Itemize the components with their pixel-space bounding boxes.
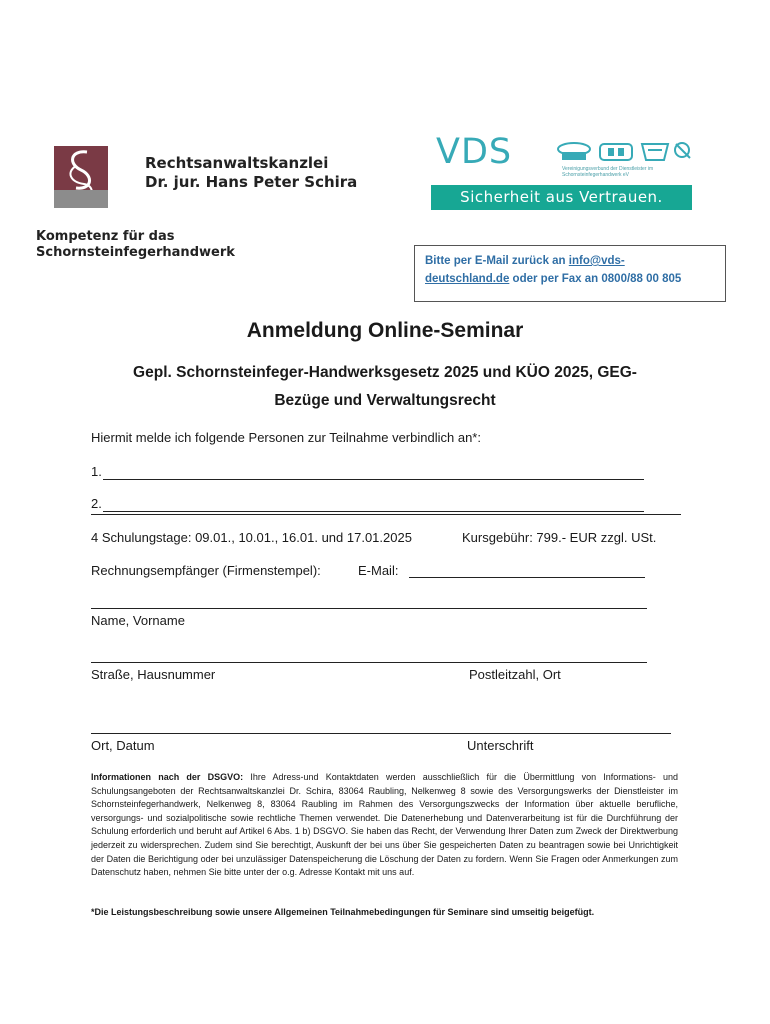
place-date-label: Ort, Datum <box>91 738 155 753</box>
email-field[interactable] <box>409 577 645 578</box>
separator-line <box>91 514 681 515</box>
address-field[interactable] <box>91 662 647 663</box>
email-link[interactable]: info@vds- deutschland.de <box>425 255 625 285</box>
footnote: *Die Leistungsbeschreibung sowie unsere Allgemeinen Teilnahmebedingungen für Seminare sind umseitig beigefügt. <box>91 907 595 917</box>
competence-line1: Kompetenz für das <box>36 229 175 244</box>
name-label: Name, Vorname <box>91 613 185 628</box>
privacy-notice <box>91 771 678 880</box>
person-1-field[interactable] <box>103 479 644 480</box>
vds-logo-text: VDS <box>436 132 513 172</box>
law-firm-logo <box>54 146 108 208</box>
person-2-field[interactable] <box>103 511 644 512</box>
contact-prefix: Bitte per E-Mail zurück an <box>425 255 569 267</box>
competence-line2: Schornsteinfegerhandwerk <box>36 245 235 260</box>
document-title: Anmeldung Online-Seminar <box>246 319 524 342</box>
vds-slogan-banner: Sicherheit aus Vertrauen. <box>431 185 692 210</box>
chimney-sweep-icons <box>556 140 692 166</box>
person-1-label: 1. <box>91 464 102 479</box>
vds-subtitle: Vereinigungsverbund der Dienstleister im Schornsteinfegerhandwerk eV <box>562 166 654 178</box>
privacy-heading: Informationen nach der DSGVO: <box>91 772 244 782</box>
training-dates: 4 Schulungstage: 09.01., 10.01., 16.01. und 17.01.2025 <box>91 530 412 545</box>
person-2-label: 2. <box>91 496 102 511</box>
firm-name-line1: Rechtsanwaltskanzlei <box>145 154 329 172</box>
email-label: E-Mail: <box>358 563 399 578</box>
zip-city-label: Postleitzahl, Ort <box>469 667 561 682</box>
return-instructions-box <box>414 245 726 302</box>
signature-field[interactable] <box>91 733 671 734</box>
street-label: Straße, Hausnummer <box>91 667 216 682</box>
signature-label: Unterschrift <box>467 738 534 753</box>
seminar-subtitle-line2: Bezüge und Verwaltungsrecht <box>274 392 496 409</box>
registration-intro: Hiermit melde ich folgende Personen zur Teilnahme verbindlich an*: <box>91 430 481 445</box>
fax-text: oder per Fax an 0800/88 00 805 <box>509 273 682 285</box>
firm-name-line2: Dr. jur. Hans Peter Schira <box>145 173 358 191</box>
seminar-subtitle-line1: Gepl. Schornsteinfeger-Handwerksgesetz 2025 und KÜO 2025, GEG- <box>133 364 637 381</box>
privacy-text: Ihre Adress-und Kontaktdaten werden ausschließlich für die Übermittlung von Informations- und Schulungsangeboten der Rechtsanwaltskanzlei Dr. Schira, 83064 Raubling, Nelkenweg 8 sowie des Versorgungswerks der Dienstleister im Schornsteinfegerhandwerk, Nelkenweg 8, 83064 Raubling im Rahmen des Versorgungszwecks der Information über aktuelle berufliche, versorgungs- und sozialpolitische sowie rechtliche Themen verwendet. Die Datenerhebung und Datenverarbeitung ist für die Durchführung der Schulung erforderlich und beruht auf Artikel 6 Abs. 1 b) DSGVO. Sie haben das Recht, der Verwendung Ihrer Daten zum Zweck der Direktwerbung jederzeit zu widersprechen. Zudem sind Sie berechtigt, Auskunft der bei uns über Sie gespeicherten Daten zu beantragen sowie bei Unrichtigkeit der Daten die Berichtigung oder bei unzulässiger Datenspeicherung die Löschung der Daten zu fordern. Wenn Sie Fragen oder Anmerkungen zum Datenschutz haben, nehmen Sie bitte unter der o.g. Adresse Kontakt mit uns auf. <box>91 772 679 878</box>
course-fee: Kursgebühr: 799.- EUR zzgl. USt. <box>462 530 657 545</box>
billing-recipient-label: Rechnungsempfänger (Firmenstempel): <box>91 563 321 578</box>
name-field[interactable] <box>91 608 647 609</box>
